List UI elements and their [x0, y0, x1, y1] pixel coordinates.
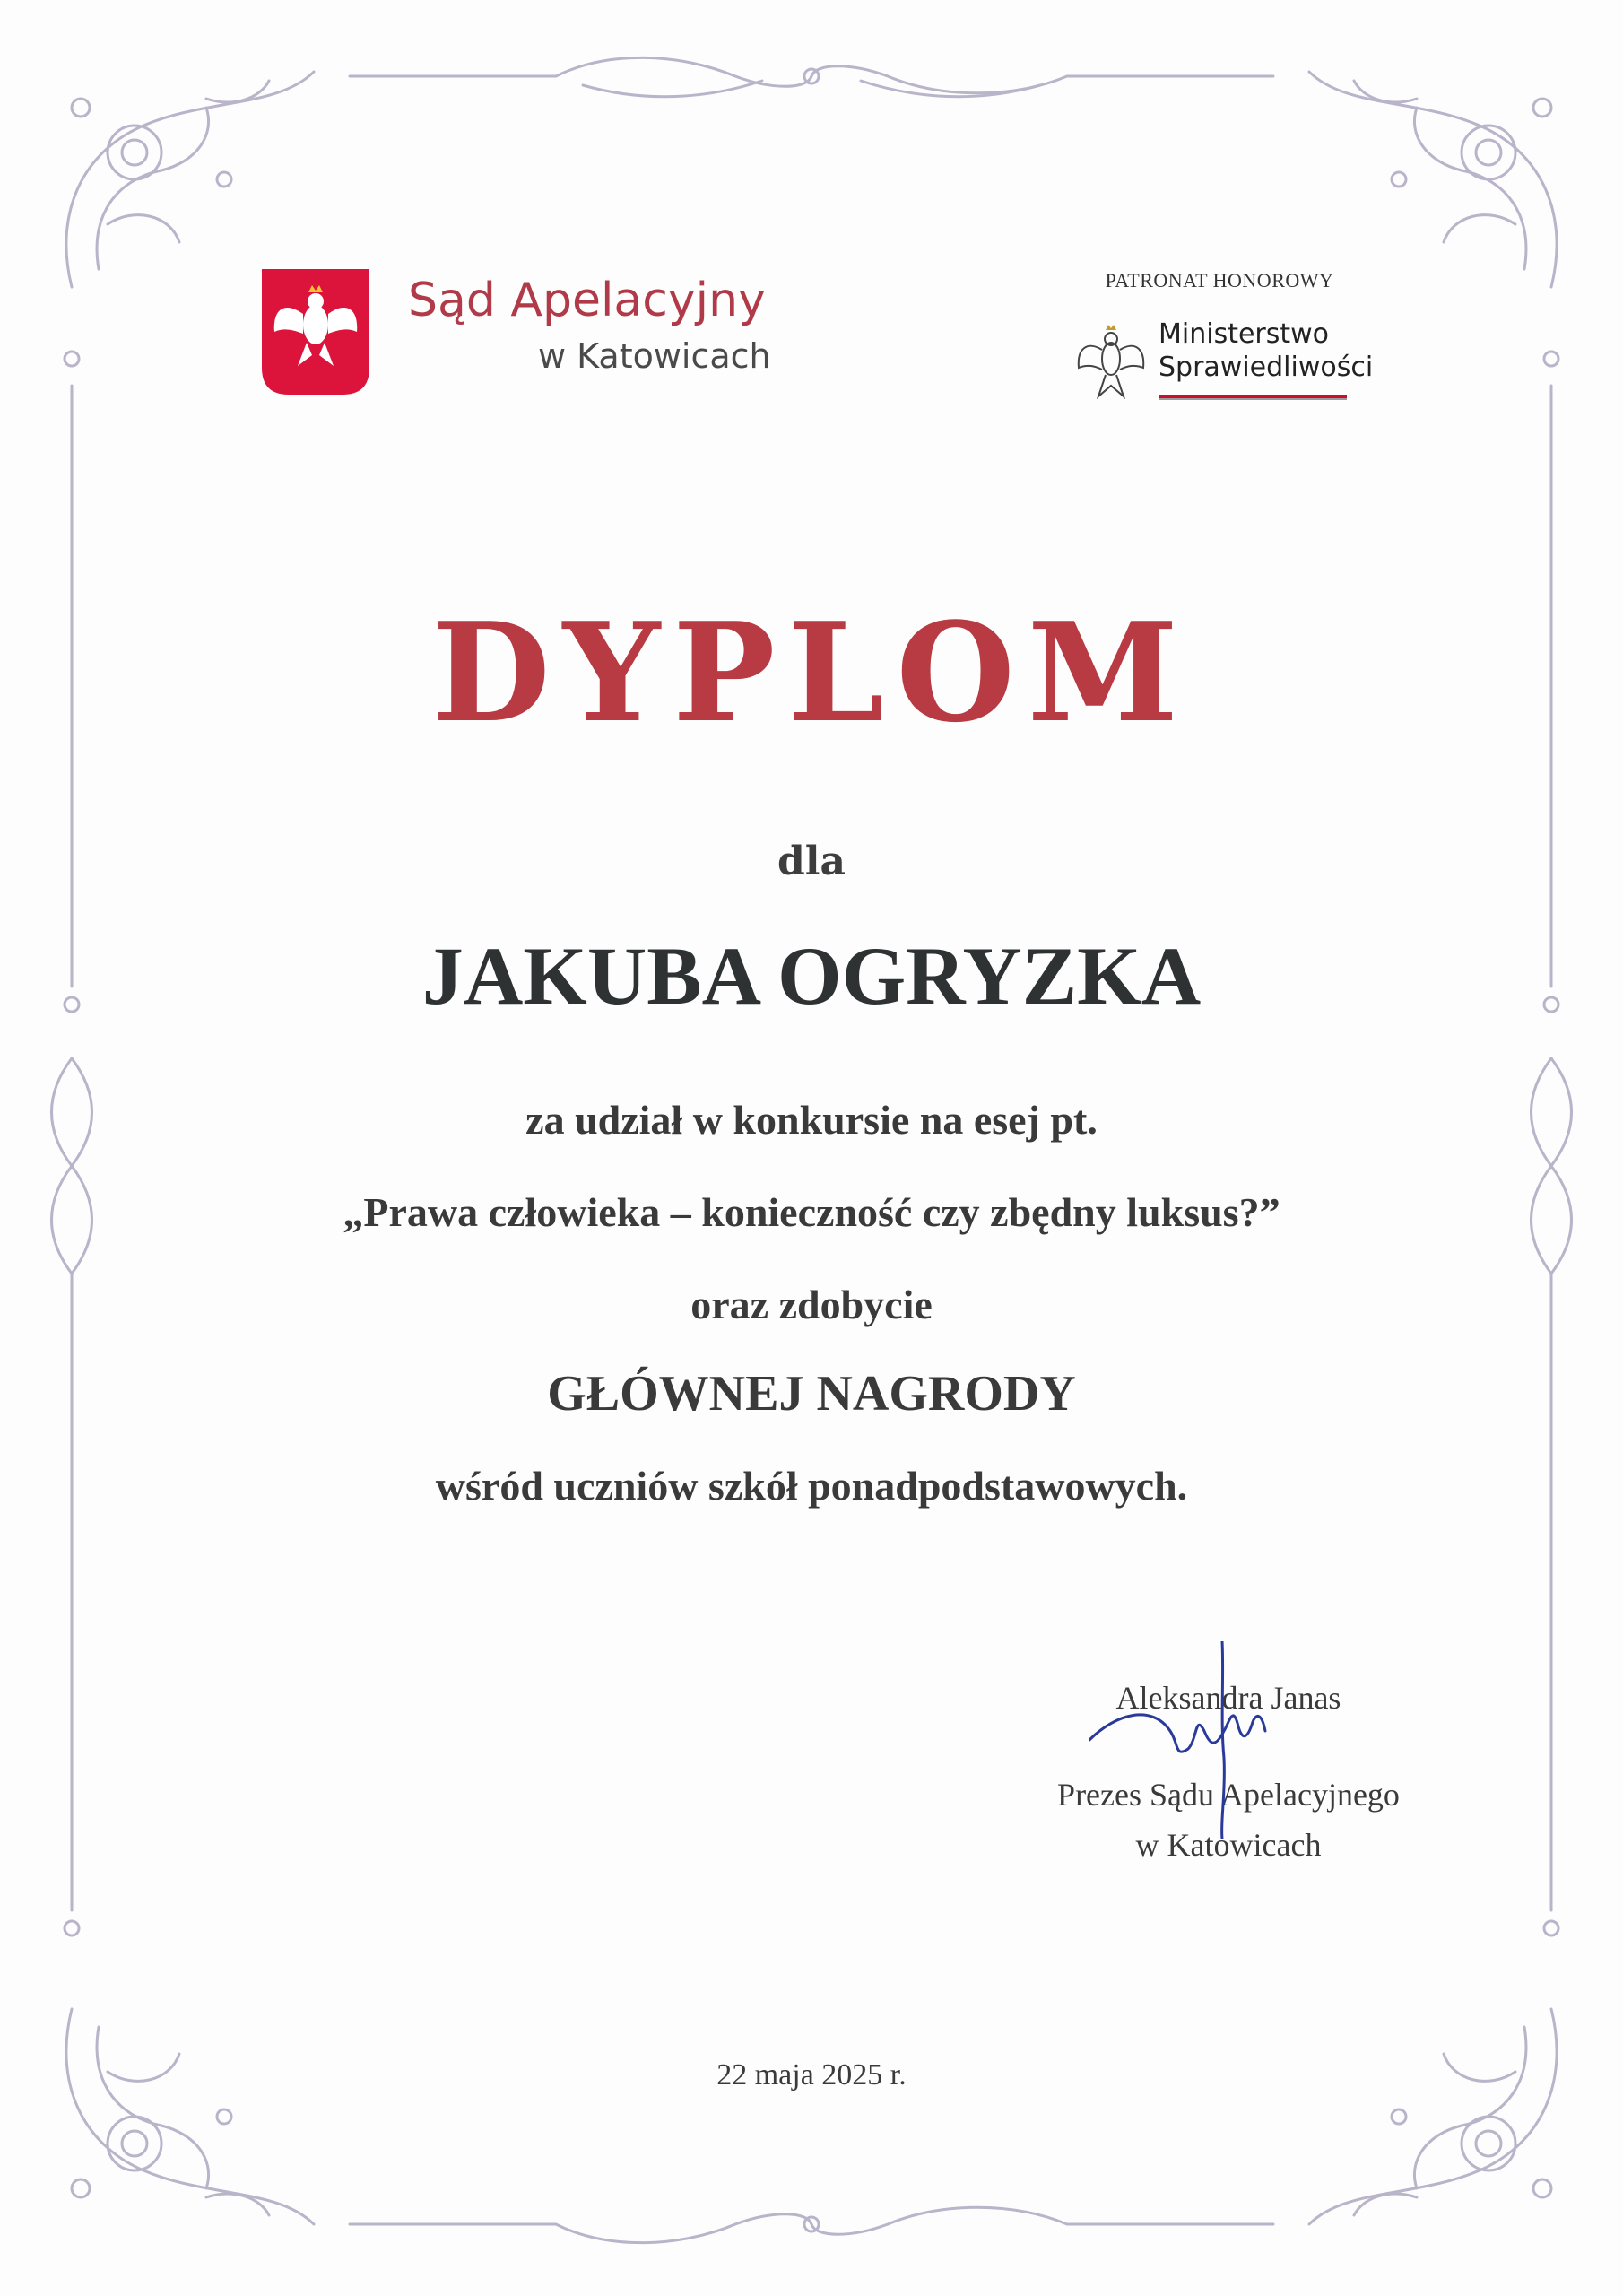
award-name: GŁÓWNEJ NAGRODY [547, 1366, 1076, 1422]
diploma-title: DYPLOM [431, 592, 1192, 752]
essay-title: „Prawa człowieka – konieczność czy zbędny luksus?” [343, 1189, 1280, 1235]
eagle-icon [1072, 314, 1150, 404]
polish-eagle-emblem-icon [262, 269, 369, 395]
issue-date: 22 maja 2025 r. [716, 2058, 907, 2092]
signatory-role-line2: w Katowicach [1135, 1827, 1322, 1863]
for-label: dla [777, 839, 846, 884]
participation-text: za udział w konkursie na esej pt. [525, 1097, 1098, 1143]
signatory-role-line1: Prezes Sądu Apelacyjnego [1057, 1777, 1400, 1813]
category-text: wśród uczniów szkół ponadpodstawowych. [435, 1463, 1188, 1509]
handwritten-signature [1089, 1641, 1305, 1839]
patronage-label: PATRONAT HONOROWY [1105, 269, 1334, 291]
signatory-name: Aleksandra Janas [1115, 1680, 1341, 1716]
court-city: w Katowicach [538, 336, 771, 376]
ministry-grey-bar [1159, 398, 1347, 400]
court-name: Sąd Apelacyjny [408, 274, 766, 327]
ministry-name-line1: Ministerstwo [1159, 318, 1330, 350]
recipient-name: JAKUBA OGRYZKA [421, 930, 1202, 1022]
achievement-text: oraz zdobycie [690, 1282, 933, 1327]
ministry-name-line2: Sprawiedliwości [1159, 352, 1374, 383]
